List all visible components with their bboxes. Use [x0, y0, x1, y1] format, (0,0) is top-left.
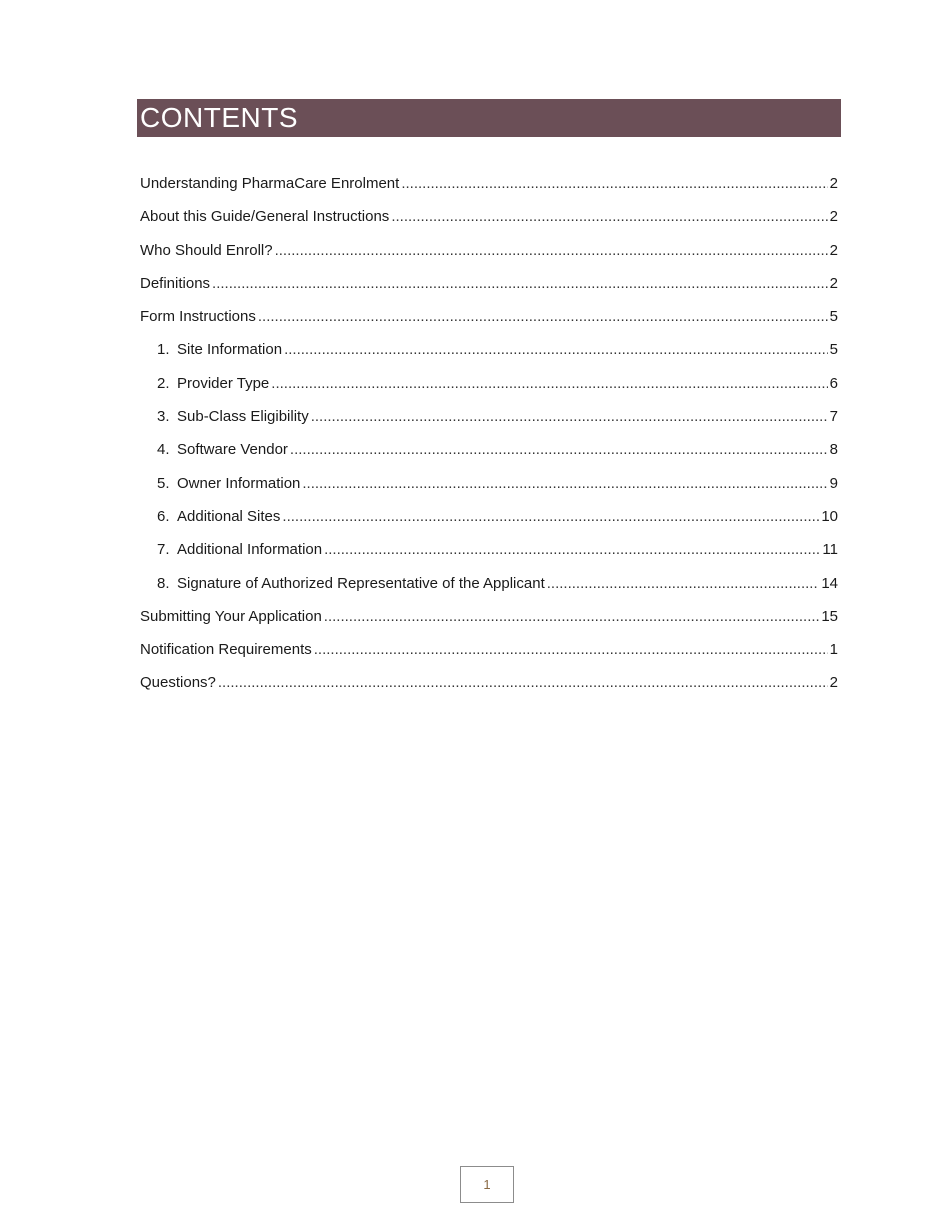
toc-entry-title: Notification Requirements [140, 641, 312, 659]
toc-entry-number: 1. [157, 341, 170, 359]
toc-dot-leader [282, 505, 819, 529]
toc-entry-number: 5. [157, 474, 170, 492]
toc-entry-title: Understanding PharmaCare Enrolment [140, 175, 400, 192]
toc-entry-title: Submitting Your Application [140, 607, 322, 625]
toc-dot-leader [212, 272, 828, 296]
toc-entry-title: Questions? [140, 674, 216, 692]
toc-entry-title: Signature of Authorized Representative of the Applicant [177, 574, 545, 592]
toc-entry-number: 6. [157, 507, 170, 525]
toc-entry-notification-requirements[interactable] [140, 638, 838, 671]
toc-dot-leader [275, 239, 828, 263]
toc-dot-leader [547, 572, 820, 596]
toc-entry-page: 2 [829, 208, 838, 226]
toc-entry-about-guide[interactable] [140, 205, 838, 238]
toc-entry-definitions[interactable] [140, 272, 838, 305]
toc-entry-additional-information[interactable] [140, 538, 838, 571]
toc-entry-provider-type[interactable] [140, 372, 838, 405]
toc-entry-title: Form Instructions [140, 308, 256, 326]
toc-entry-page: 2 [829, 674, 838, 692]
toc-entry-title: Additional Information [177, 541, 323, 559]
toc-entry-page: 2 [829, 175, 838, 192]
toc-entry-page: 11 [822, 541, 838, 559]
toc-entry-software-vendor[interactable] [140, 438, 838, 471]
toc-entry-submitting-application[interactable] [140, 605, 838, 638]
toc-dot-leader [302, 472, 827, 496]
toc-entry-page: 1 [829, 641, 838, 659]
toc-dot-leader [218, 671, 828, 695]
toc-entry-number: 7. [157, 541, 170, 559]
toc-entry-title: Definitions [140, 274, 211, 292]
toc-entry-title: Provider Type [177, 374, 270, 392]
contents-heading-bar [137, 99, 841, 137]
toc-entry-number: 8. [157, 574, 170, 592]
toc-entry-page: 14 [821, 574, 838, 592]
toc-entry-page: 5 [829, 308, 838, 326]
toc-entry-understanding-enrolment[interactable] [140, 172, 838, 205]
toc-entry-page: 10 [821, 507, 838, 525]
toc-entry-questions[interactable] [140, 671, 838, 704]
toc-entry-owner-information[interactable] [140, 472, 838, 505]
toc-entry-number: 2. [157, 374, 170, 392]
toc-entry-sub-class-eligibility[interactable] [140, 405, 838, 438]
toc-entry-page: 9 [829, 474, 838, 492]
toc-entry-number: 4. [157, 441, 170, 459]
toc-dot-leader [314, 638, 828, 662]
toc-entry-who-should-enroll[interactable] [140, 239, 838, 272]
toc-dot-leader [271, 372, 827, 396]
toc-entry-title: Software Vendor [177, 441, 288, 459]
toc-entry-page: 15 [821, 607, 838, 625]
toc-entry-site-information[interactable] [140, 338, 838, 371]
toc-entry-number: 3. [157, 408, 170, 426]
toc-entry-title: Sub-Class Eligibility [177, 408, 309, 426]
toc-dot-leader [401, 172, 827, 196]
toc-entry-page: 2 [829, 274, 838, 292]
toc-entry-form-instructions[interactable] [140, 305, 838, 338]
page-number: 1 [460, 1166, 514, 1203]
toc-dot-leader [311, 405, 828, 429]
toc-entry-page: 6 [829, 374, 838, 392]
toc-dot-leader [290, 438, 828, 462]
toc-entry-title: Who Should Enroll? [140, 241, 273, 259]
toc-dot-leader [391, 205, 827, 229]
toc-dot-leader [284, 338, 828, 362]
table-of-contents [140, 172, 838, 705]
toc-entry-title: Owner Information [177, 474, 301, 492]
contents-heading: CONTENTS [140, 102, 298, 133]
toc-dot-leader [258, 305, 828, 329]
toc-entry-page: 5 [829, 341, 838, 359]
toc-entry-additional-sites[interactable] [140, 505, 838, 538]
toc-entry-page: 2 [829, 241, 838, 259]
toc-dot-leader [324, 605, 820, 629]
toc-entry-title: About this Guide/General Instructions [140, 208, 390, 226]
toc-entry-page: 8 [829, 441, 838, 459]
toc-entry-title: Site Information [177, 341, 283, 359]
toc-entry-page: 7 [829, 408, 838, 426]
toc-dot-leader [324, 538, 820, 562]
toc-entry-signature[interactable] [140, 572, 838, 605]
toc-entry-title: Additional Sites [177, 507, 281, 525]
